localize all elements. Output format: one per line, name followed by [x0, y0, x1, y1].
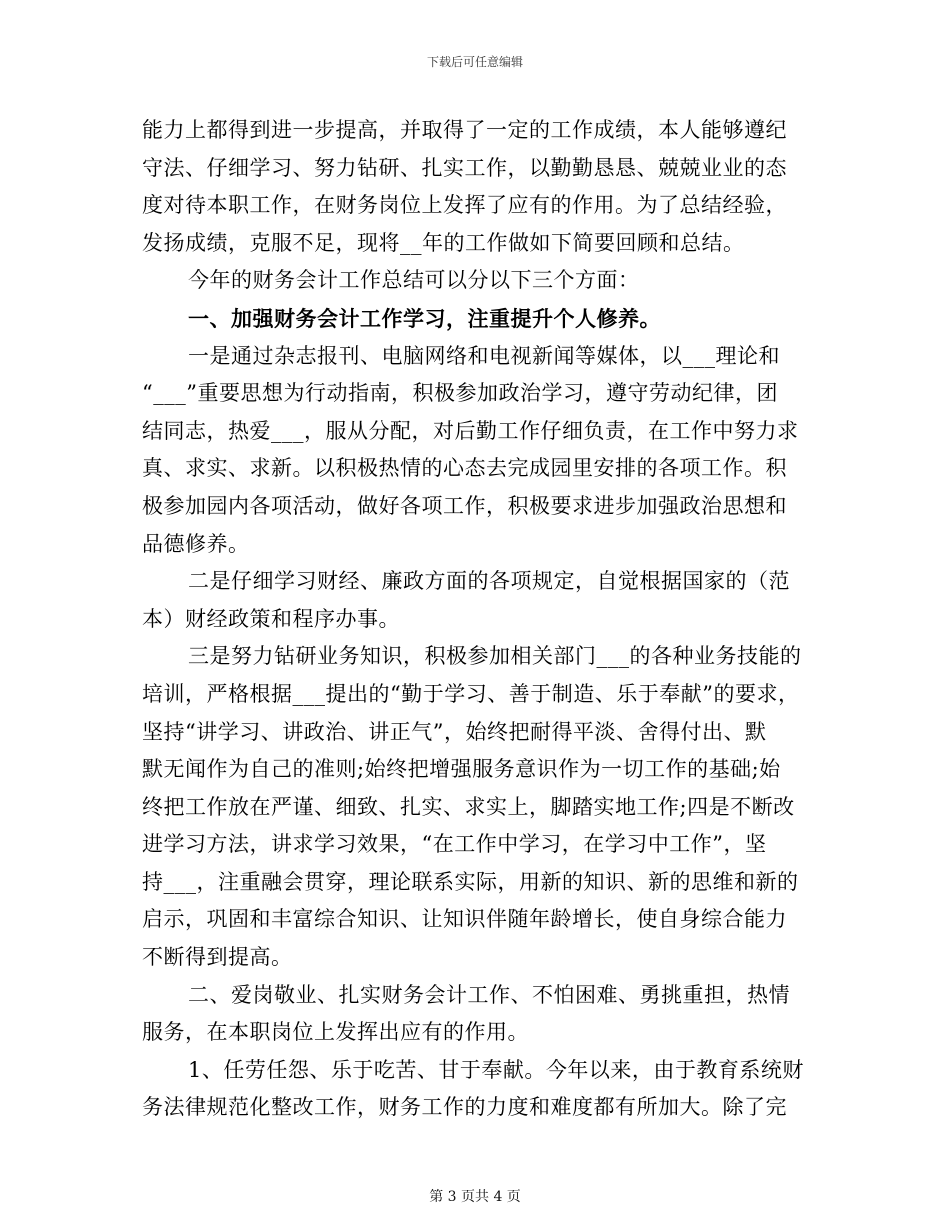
text-line: 一、加强财务会计工作学习，注重提升个人修养。 [188, 305, 661, 331]
text-line: “___”重要思想为行动指南，积极参加政治学习，遵守劳动纪律，团 [142, 381, 778, 406]
text-line: 培训，严格根据___提出的“勤于学习、善于制造、乐于奉献”的要求， [142, 681, 800, 706]
page-header: 下载后可任意编辑 [426, 55, 523, 69]
text-line: 1、任劳任怨、乐于吃苦、甘于奉献。今年以来，由于教育系统财 [188, 1057, 804, 1082]
text-line: 三是努力钻研业务知识，积极参加相关部门___的各种业务技能的 [188, 644, 802, 669]
text-line: 极参加园内各项活动，做好各项工作，积极要求进步加强政治思想和 [142, 493, 787, 518]
text-line: 务法律规范化整改工作，财务工作的力度和难度都有所加大。除了完 [142, 1095, 787, 1120]
document-body [142, 112, 822, 1127]
text-line: 发扬成绩，克服不足，现将__年的工作做如下简要回顾和总结。 [142, 230, 745, 255]
text-line: 持___，注重融会贯穿，理论联系实际，用新的知识、新的思维和新的 [142, 869, 799, 894]
text-line: 默无闻作为自己的准则;始终把增强服务意识作为一切工作的基础;始 [142, 757, 781, 782]
text-line: 度对待本职工作，在财务岗位上发挥了应有的作用。为了总结经验， [142, 193, 787, 218]
text-line: 守法、仔细学习、努力钻研、扎实工作，以勤勤恳恳、兢兢业业的态 [142, 155, 787, 180]
text-line: 启示，巩固和丰富综合知识、让知识伴随年龄增长，使自身综合能力 [142, 907, 787, 932]
text-line: 一是通过杂志报刊、电脑网络和电视新闻等媒体，以___理论和 [188, 343, 780, 368]
text-line: 今年的财务会计工作总结可以分以下三个方面： [188, 268, 640, 293]
text-line: 不断得到提高。 [142, 945, 293, 970]
text-line: 坚持“讲学习、讲政治、讲正气”，始终把耐得平淡、舍得付出、默 [142, 719, 767, 744]
text-line: 二是仔细学习财经、廉政方面的各项规定，自觉根据国家的（范 [188, 569, 790, 594]
text-line: 进学习方法，讲求学习效果，“在工作中学习，在学习中工作”，坚 [142, 832, 767, 857]
text-line: 真、求实、求新。以积极热情的心态去完成园里安排的各项工作。积 [142, 456, 787, 481]
text-line: 服务，在本职岗位上发挥出应有的作用。 [142, 1020, 529, 1045]
text-line: 品德修养。 [142, 531, 250, 556]
text-line: 终把工作放在严谨、细致、扎实、求实上，脚踏实地工作;四是不断改 [142, 794, 795, 819]
text-line: 二、爱岗敬业、扎实财务会计工作、不怕困难、勇挑重担，热情 [188, 982, 790, 1007]
page-footer: 第 3 页共 4 页 [429, 1189, 521, 1205]
text-line: 本）财经政策和程序办事。 [142, 606, 400, 631]
text-line: 结同志，热爱___，服从分配，对后勤工作仔细负责，在工作中努力求 [142, 418, 799, 443]
text-line: 能力上都得到进一步提高，并取得了一定的工作成绩，本人能够遵纪 [142, 118, 787, 142]
